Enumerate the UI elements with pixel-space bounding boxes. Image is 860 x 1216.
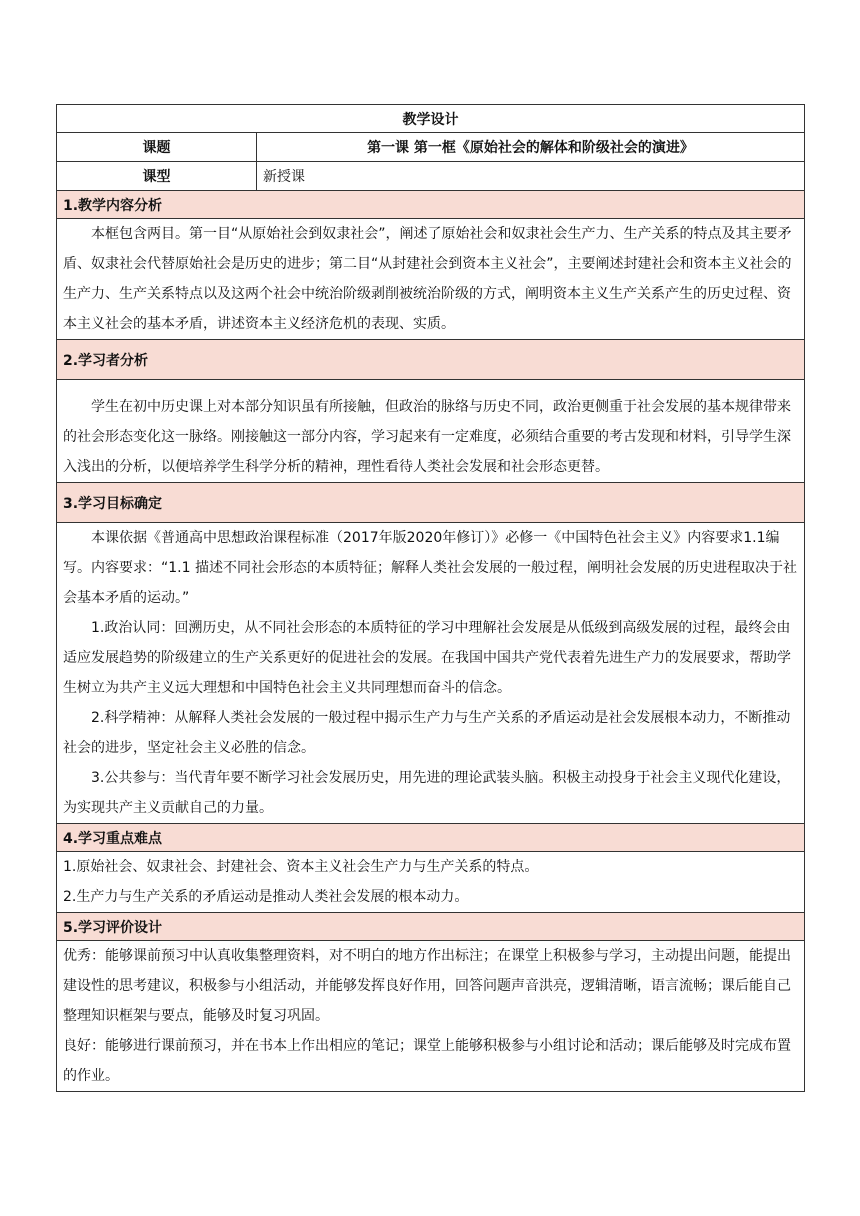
section-heading-content-analysis: 1.教学内容分析 bbox=[57, 191, 805, 219]
paragraph: 1.政治认同：回溯历史，从不同社会形态的本质特征的学习中理解社会发展是从低级到高级发展的过程，最终会由适应发展趋势的阶级建立的生产关系更好的促进社会的发展。在我国中国共产党代表着先进生产力的发展要求，帮助学生树立为共产主义远大理想和中国特色社会主义共同理想而奋斗的信念。 bbox=[63, 620, 791, 696]
paragraph: 2.科学精神：从解释人类社会发展的一般过程中揭示生产力与生产关系的矛盾运动是社会发展根本动力，不断推动社会的进步，坚定社会主义必胜的信念。 bbox=[63, 710, 791, 756]
course-label: 课题 bbox=[57, 133, 257, 162]
course-value: 第一课 第一框《原始社会的解体和阶级社会的演进》 bbox=[257, 133, 805, 162]
section-body-learning-objectives bbox=[57, 523, 805, 824]
section-body-learner-analysis bbox=[57, 380, 805, 483]
list-item: 1.原始社会、奴隶社会、封建社会、资本主义社会生产力与生产关系的特点。 bbox=[63, 859, 539, 875]
type-label: 课型 bbox=[57, 162, 257, 191]
document-title: 教学设计 bbox=[57, 105, 805, 133]
list-item: 2.生产力与生产关系的矛盾运动是推动人类社会发展的根本动力。 bbox=[63, 889, 469, 905]
section-body-content-analysis bbox=[57, 219, 805, 340]
paragraph: 本框包含两目。第一目“从原始社会到奴隶社会”，阐述了原始社会和奴隶社会生产力、生产关系的特点及其主要矛盾、奴隶社会代替原始社会是历史的进步；第二目“从封建社会到资本主义社会”，主要阐述封建社会和资本主义社会的生产力、生产关系特点以及这两个社会中统治阶级剥削被统治阶级的方式，阐明资本主义生产关系产生的历史过程、资本主义社会的基本矛盾，讲述资本主义经济危机的表现、实质。 bbox=[63, 226, 792, 332]
paragraph: 本课依据《普通高中思想政治课程标准（2017年版2020年修订）》必修一《中国特色社会主义》内容要求1.1编写。内容要求：“1.1 描述不同社会形态的本质特征；解释人类社会发展的一般过程，阐明社会发展的历史进程取决于社会基本矛盾的运动。” bbox=[63, 530, 797, 606]
lesson-design-table bbox=[56, 104, 805, 1092]
paragraph: 3.公共参与：当代青年要不断学习社会发展历史，用先进的理论武装头脑。积极主动投身于社会主义现代化建设，为实现共产主义贡献自己的力量。 bbox=[63, 770, 791, 816]
paragraph: 学生在初中历史课上对本部分知识虽有所接触，但政治的脉络与历史不同，政治更侧重于社会发展的基本规律带来的社会形态变化这一脉络。刚接触这一部分内容，学习起来有一定难度，必须结合重要的考古发现和材料，引导学生深入浅出的分析，以便培养学生科学分析的精神，理性看待人类社会发展和社会形态更替。 bbox=[63, 399, 791, 475]
paragraph: 良好：能够进行课前预习，并在书本上作出相应的笔记；课堂上能够积极参与小组讨论和活动；课后能够及时完成布置的作业。 bbox=[63, 1038, 791, 1084]
paragraph: 优秀：能够课前预习中认真收集整理资料，对不明白的地方作出标注；在课堂上积极参与学习，主动提出问题，能提出建设性的思考建议，积极参与小组活动，并能够发挥良好作用，回答问题声音洪亮，逻辑清晰，语言流畅；课后能自己整理知识框架与要点，能够及时复习巩固。 bbox=[63, 948, 791, 1024]
section-heading-evaluation-design: 5.学习评价设计 bbox=[57, 913, 805, 941]
section-heading-learner-analysis: 2.学习者分析 bbox=[57, 340, 805, 380]
section-body-evaluation-design bbox=[57, 941, 805, 1092]
section-heading-learning-objectives: 3.学习目标确定 bbox=[57, 483, 805, 523]
section-heading-key-points: 4.学习重点难点 bbox=[57, 824, 805, 852]
section-body-key-points bbox=[57, 852, 805, 913]
type-value: 新授课 bbox=[257, 162, 805, 191]
